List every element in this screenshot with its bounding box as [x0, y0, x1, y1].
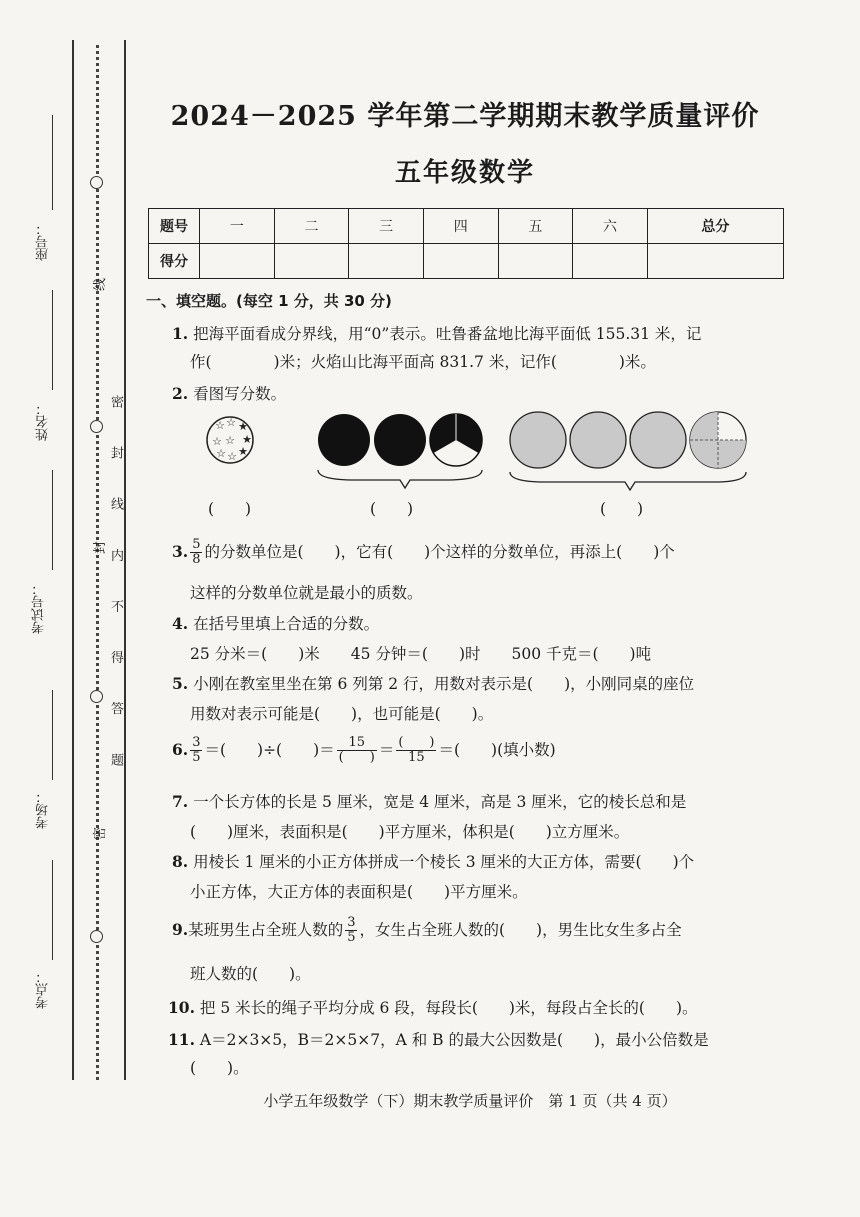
exam-subtitle: 五年级数学 [394, 158, 535, 188]
seat-label: 座号： [36, 222, 51, 261]
question-8-line-2: 小正方体，大正方体的表面积是( )平方厘米。 [190, 883, 528, 901]
score-cell[interactable] [349, 244, 424, 279]
mark-feng: 封 [93, 540, 109, 555]
score-cell[interactable] [274, 244, 349, 279]
site-blank[interactable] [52, 860, 53, 960]
score-table-score-row [149, 244, 784, 279]
exam-title: 2024－2025 学年第二学期期末教学质量评价 [170, 101, 760, 132]
score-table-row-head: 得分 [149, 244, 200, 279]
score-cell[interactable] [200, 244, 275, 279]
svg-text:★: ★ [242, 433, 252, 446]
mark-mi: 密 [93, 826, 109, 841]
score-table [148, 208, 784, 279]
question-3-line-2: 这样的分数单位就是最小的质数。 [190, 584, 423, 602]
question-7-line-2: ( )厘米，表面积是( )平方厘米，体积是( )立方厘米。 [190, 823, 630, 841]
exam-number-blank[interactable] [52, 470, 53, 570]
site-label: 考点： [36, 970, 51, 1009]
question-4: 4. 在括号里填上合适的分数。 [172, 614, 380, 633]
svg-text:☆: ☆ [225, 434, 235, 447]
svg-text:☆: ☆ [215, 419, 225, 432]
score-cell[interactable] [647, 244, 783, 279]
seat-blank[interactable] [52, 115, 53, 210]
svg-text:★: ★ [238, 420, 248, 433]
question-9: 9.某班男生占全班人数的 $\frac{3}{5}$ ，女生占全班人数的( )，男生比女生多占全 [172, 915, 682, 946]
score-col: 一 [200, 209, 275, 244]
score-col: 四 [423, 209, 498, 244]
question-9-line-2: 班人数的( )。 [190, 965, 311, 983]
name-label: 姓名： [36, 402, 51, 441]
q2-answer-2[interactable]: ( ) [370, 500, 414, 518]
question-1: 1. 把海平面看成分界线，用“0”表示。吐鲁番盆地比海平面低 155.31 米，记 [172, 324, 702, 343]
dotted-cut-line [96, 45, 99, 1080]
seal-notice: 密 封 线 内 不 得 答 题 [108, 395, 123, 783]
binding-hole [90, 420, 103, 433]
question-4-line-2: 25 分米＝( )米 45 分钟＝( )时 500 千克＝( )吨 [190, 645, 652, 663]
black-circles-figure [318, 414, 482, 488]
q2-answer-3[interactable]: ( ) [600, 500, 644, 518]
question-6: 6. $\frac{3}{5}$ ＝( )÷( )＝ $\frac{15}{( )}$ ＝ $\frac{( )}{15}$ ＝( )(填小数) [172, 735, 556, 766]
question-5-line-2: 用数对表示可能是( )，也可能是( )。 [190, 705, 494, 723]
score-col: 六 [573, 209, 648, 244]
question-3: 3. $\frac{5}{8}$ 的分数单位是( )，它有( )个这样的分数单位，再添上( )个 [172, 537, 675, 568]
score-cell[interactable] [498, 244, 573, 279]
room-blank[interactable] [52, 690, 53, 780]
question-2: 2. 看图写分数。 [172, 384, 287, 403]
score-cell[interactable] [573, 244, 648, 279]
binding-hole [90, 930, 103, 943]
question-11-line-2: ( )。 [190, 1059, 249, 1077]
gray-circles-figure [510, 412, 746, 490]
question-11: 11. A＝2×3×5，B＝2×5×7，A 和 B 的最大公因数是( )，最小公倍数是 [168, 1030, 709, 1049]
room-label: 考场： [36, 790, 51, 829]
score-col: 二 [274, 209, 349, 244]
question-7: 7. 一个长方体的长是 5 厘米，宽是 4 厘米，高是 3 厘米，它的棱长总和是 [172, 792, 687, 811]
score-col: 五 [498, 209, 573, 244]
svg-text:☆: ☆ [216, 447, 226, 460]
binding-hole [90, 690, 103, 703]
binding-hole [90, 176, 103, 189]
svg-text:★: ★ [238, 445, 248, 458]
question-10: 10. 把 5 米长的绳子平均分成 6 段，每段长( )米，每段占全长的( )。 [168, 998, 698, 1017]
score-col-total: 总分 [647, 209, 783, 244]
score-col: 三 [349, 209, 424, 244]
score-table-row-head: 题号 [149, 209, 200, 244]
svg-text:☆: ☆ [227, 450, 237, 463]
svg-text:☆: ☆ [226, 416, 236, 429]
question-5: 5. 小刚在教室里坐在第 6 列第 2 行，用数对表示是( )，小刚同桌的座位 [172, 674, 695, 693]
question-1-line-2: 作( )米；火焰山比海平面高 831.7 米，记作( )米。 [190, 353, 656, 371]
binding-line-outer [72, 40, 74, 1080]
score-table-header-row [149, 209, 784, 244]
q2-answer-1[interactable]: ( ) [208, 500, 252, 518]
score-cell[interactable] [423, 244, 498, 279]
star-circle-figure [207, 416, 253, 463]
mark-xian: 线 [93, 277, 109, 292]
fraction-5-8: $\frac{5}{8}$ [192, 537, 201, 568]
fraction-figures [205, 410, 765, 492]
svg-text:☆: ☆ [212, 435, 222, 448]
name-blank[interactable] [52, 290, 53, 390]
question-8: 8. 用棱长 1 厘米的小正方体拼成一个棱长 3 厘米的大正方体，需要( )个 [172, 852, 695, 871]
exam-number-label: 考试号： [32, 582, 47, 634]
section-heading: 一、填空题。(每空 1 分，共 30 分) [146, 292, 392, 310]
page-footer: 小学五年级数学（下）期末教学质量评价 第 1 页（共 4 页） [263, 1092, 677, 1110]
